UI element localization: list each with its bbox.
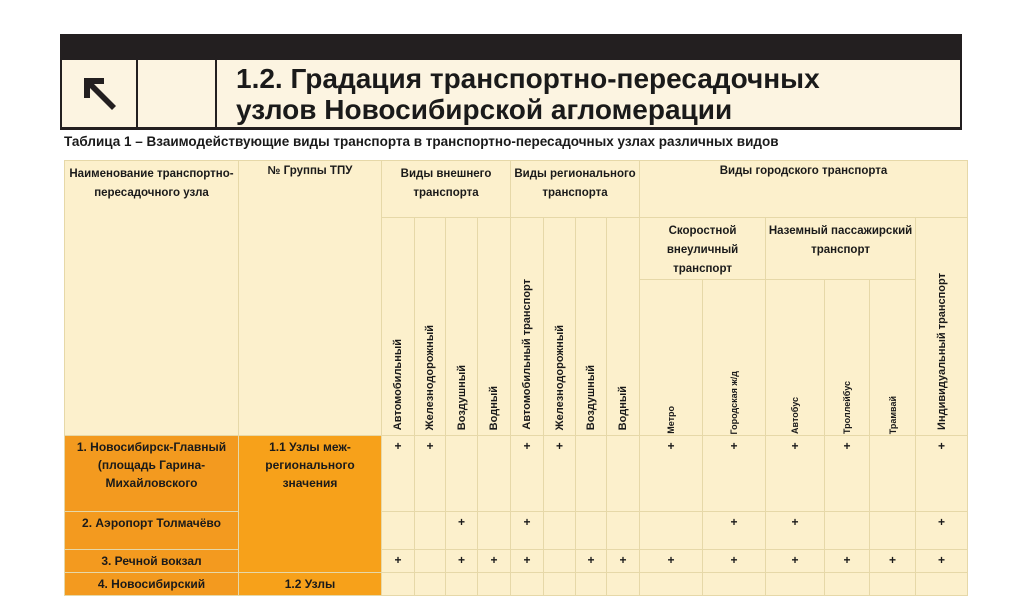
sub-city-rail <box>703 280 766 436</box>
nav-cell[interactable] <box>60 60 138 127</box>
title-line-2: узлов Новосибирской агломерации <box>236 94 733 125</box>
mark-cell: + <box>511 436 544 512</box>
label-city-rail: Городская ж/д <box>729 370 740 434</box>
mark-cell <box>415 550 446 573</box>
mark-cell: + <box>916 512 968 550</box>
col-header-ground: Наземный пассажирский транспорт <box>766 218 916 280</box>
mark-cell: + <box>870 550 916 573</box>
arrow-up-left-icon[interactable] <box>82 76 120 114</box>
mark-cell <box>478 512 511 550</box>
mark-cell <box>870 436 916 512</box>
mark-cell <box>607 436 640 512</box>
mark-cell: + <box>511 512 544 550</box>
mark-cell: + <box>415 436 446 512</box>
mark-cell: + <box>446 512 478 550</box>
group-cell: 1.2 Узлы <box>239 573 382 596</box>
mark-cell: + <box>382 550 415 573</box>
label-ext-water: Водный <box>488 385 501 430</box>
label-metro: Метро <box>666 406 677 434</box>
col-header-regional: Виды регионального транспорта <box>511 161 640 218</box>
label-ext-auto: Автомобильный <box>392 338 404 430</box>
sub-ext-water <box>478 218 511 436</box>
mark-cell: + <box>766 436 825 512</box>
row-name: 2. Аэропорт Толмачёво <box>65 512 239 550</box>
sub-bus <box>766 280 825 436</box>
mark-cell: + <box>825 550 870 573</box>
row-name: 1. Новосибирск-Главный (площадь Гарина-Михайловского <box>65 436 239 512</box>
label-trolley: Троллейбус <box>842 380 853 434</box>
mark-cell <box>870 512 916 550</box>
mark-cell: + <box>825 436 870 512</box>
mark-cell <box>415 512 446 550</box>
sub-individual <box>916 218 968 436</box>
mark-cell: + <box>916 436 968 512</box>
mark-cell: + <box>446 550 478 573</box>
label-individual: Индивидуальный транспорт <box>935 273 948 430</box>
mark-cell <box>607 512 640 550</box>
sub-ext-air <box>446 218 478 436</box>
mark-cell <box>446 436 478 512</box>
page-title <box>236 63 956 125</box>
mark-cell: + <box>382 436 415 512</box>
sub-reg-air <box>576 218 607 436</box>
row-name: 4. Новосибирский <box>65 573 239 596</box>
mark-cell: + <box>607 550 640 573</box>
label-ext-air: Воздушный <box>455 364 468 430</box>
sub-metro <box>640 280 703 436</box>
mark-cell: + <box>576 550 607 573</box>
sub-ext-rail <box>415 218 446 436</box>
mark-cell: + <box>766 512 825 550</box>
mark-cell <box>382 512 415 550</box>
header-spacer-cell <box>138 60 217 127</box>
mark-cell <box>825 512 870 550</box>
label-reg-auto: Автомобильный транспорт <box>521 279 534 430</box>
label-reg-air: Воздушный <box>585 364 598 430</box>
col-header-name: Наименование транспортно-пересадочного узла <box>65 161 239 436</box>
mark-cell <box>640 512 703 550</box>
col-header-rapid: Скоростной внеуличный транспорт <box>640 218 766 280</box>
sub-reg-water <box>607 218 640 436</box>
sub-reg-auto <box>511 218 544 436</box>
group-cell: 1.1 Узлы меж-регионального значения <box>239 436 382 573</box>
table-caption: Таблица 1 – Взаимодействующие виды транспорта в транспортно-пересадочных узлах различных видов <box>64 134 779 149</box>
sub-reg-rail <box>544 218 576 436</box>
label-bus: Автобус <box>790 397 801 434</box>
mark-cell: + <box>766 550 825 573</box>
mark-cell: + <box>511 550 544 573</box>
header-right-border <box>960 60 962 127</box>
mark-cell <box>544 550 576 573</box>
mark-cell: + <box>703 512 766 550</box>
table-row <box>65 512 968 550</box>
label-reg-rail: Железнодорожный <box>553 324 566 430</box>
title-line-1: 1.2. Градация транспортно-пересадочных <box>236 63 820 94</box>
mark-cell <box>576 512 607 550</box>
col-header-external: Виды внешнего транспорта <box>382 161 511 218</box>
mark-cell: + <box>478 550 511 573</box>
mark-cell: + <box>640 436 703 512</box>
mark-cell: + <box>544 436 576 512</box>
mark-cell: + <box>916 550 968 573</box>
mark-cell <box>576 436 607 512</box>
col-header-group: № Группы ТПУ <box>239 161 382 436</box>
mark-cell: + <box>703 436 766 512</box>
mark-cell: + <box>640 550 703 573</box>
sub-ext-auto <box>382 218 415 436</box>
mark-cell <box>544 512 576 550</box>
table-row <box>65 550 968 573</box>
top-bar <box>60 34 962 60</box>
sub-tram <box>870 280 916 436</box>
mark-cell <box>478 436 511 512</box>
label-tram: Трамвай <box>887 395 898 434</box>
label-reg-water: Водный <box>617 385 630 430</box>
transport-table <box>64 160 968 596</box>
row-name: 3. Речной вокзал <box>65 550 239 573</box>
mark-cell: + <box>703 550 766 573</box>
sub-trolley <box>825 280 870 436</box>
col-header-city: Виды городского транспорта <box>640 161 968 218</box>
table-row <box>65 436 968 512</box>
label-ext-rail: Железнодорожный <box>424 324 436 430</box>
slide-header <box>60 60 962 130</box>
